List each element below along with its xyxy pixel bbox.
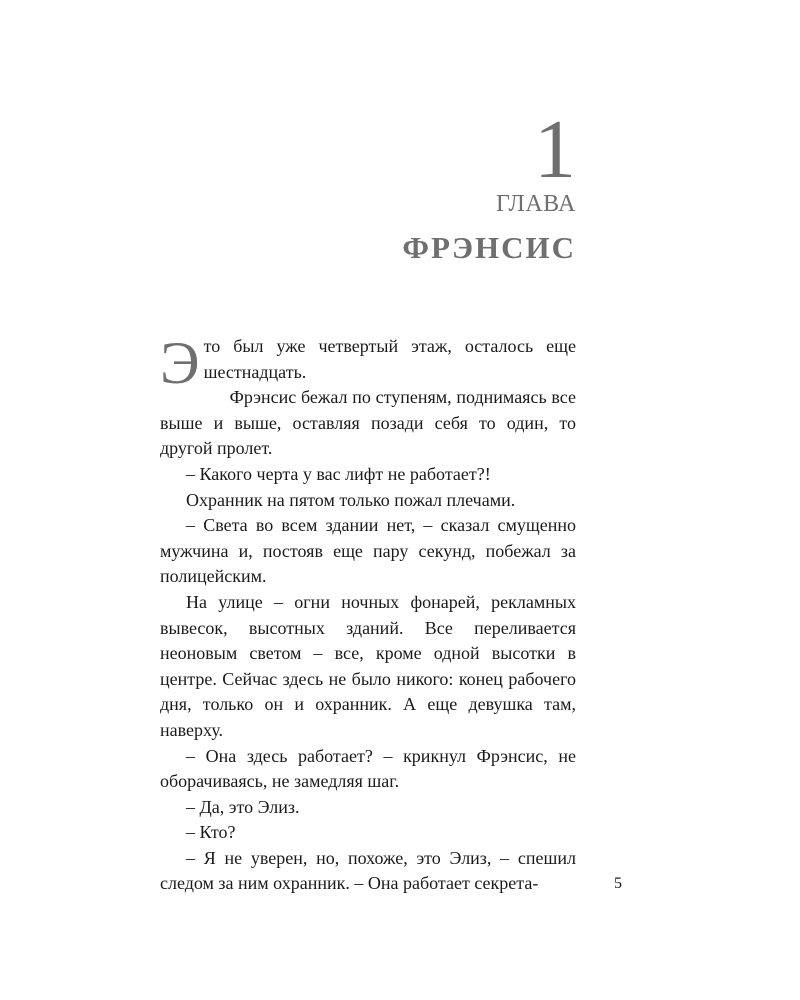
chapter-label: ГЛАВА xyxy=(495,191,576,217)
paragraph: – Кто? xyxy=(186,822,236,843)
paragraph: Фрэнсис бежал по ступеням, поднимаясь все выше и выше, оставляя позади себя то один, то другой пролет. xyxy=(160,387,576,459)
paragraph: Охранник на пятом только пожал плечами. xyxy=(186,489,516,510)
paragraph: – Я не уверен, но, похоже, это Элиз, – спешил следом за ним охранник. – Она работает секрета- xyxy=(160,847,576,894)
body-text xyxy=(160,330,576,897)
paragraph: На улице – огни ночных фонарей, рекламных вывесок, высотных зданий. Все переливается неоновым светом – все, кроме одной высотки в центре. Сейчас здесь не было никого: конец рабочего дня, только он и охранник. А еще девушка там, наверху. xyxy=(160,591,576,740)
paragraph xyxy=(160,330,576,396)
paragraph: – Да, это Элиз. xyxy=(186,796,300,817)
paragraph: – Света во всем здании нет, – сказал смущенно мужчина и, постояв еще пару секунд, побежал за полицейским. xyxy=(160,515,576,587)
paragraph-text: то был уже четвертый этаж, осталось еще шестнадцать. xyxy=(203,336,576,382)
chapter-number: 1 xyxy=(534,103,576,196)
page-number: 5 xyxy=(614,875,622,892)
paragraph: – Какого черта у вас лифт не работает?! xyxy=(186,463,491,484)
paragraph: – Она здесь работает? – крикнул Фрэнсис, не оборачиваясь, не замедляя шаг. xyxy=(160,745,576,792)
chapter-title: ФРЭНСИС xyxy=(402,230,576,265)
drop-cap: Э xyxy=(160,330,200,396)
